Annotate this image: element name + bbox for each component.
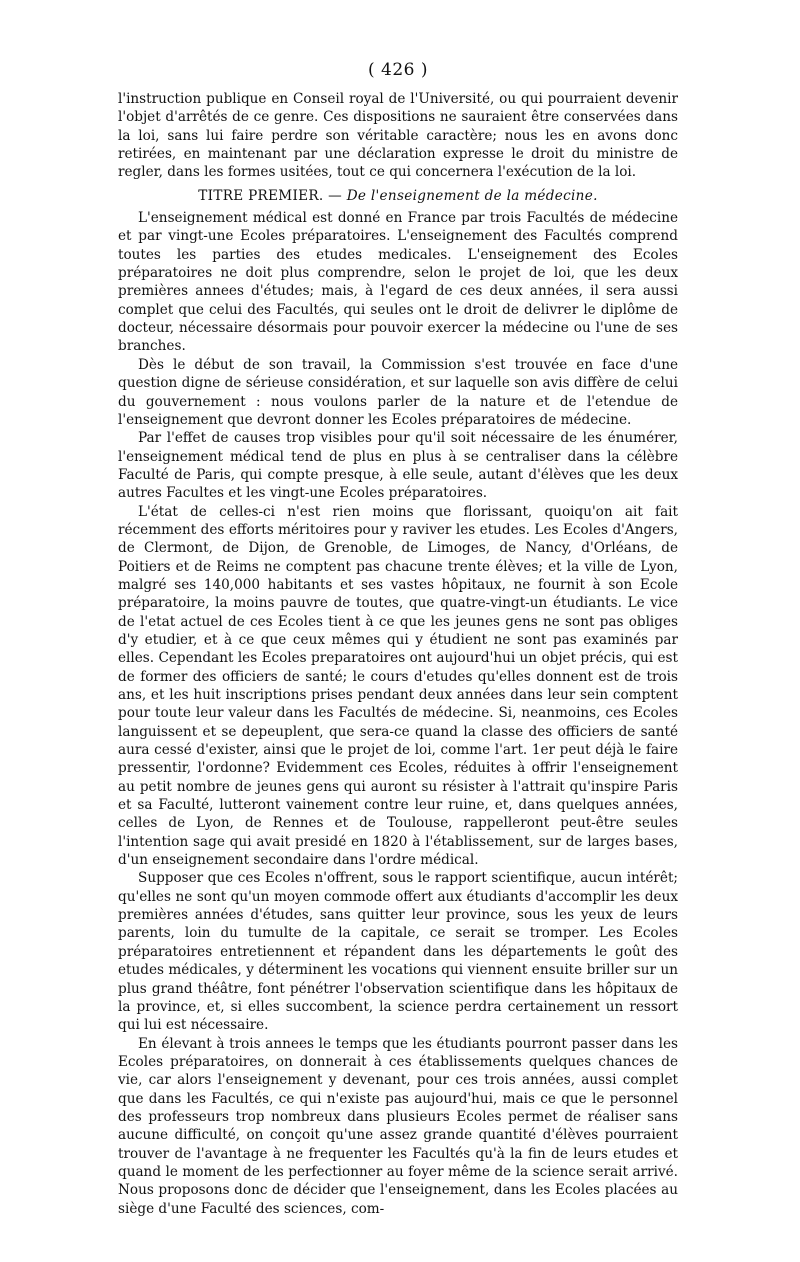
section-title [118, 187, 678, 205]
section-heading: De l'enseignement de la médecine. [346, 187, 598, 204]
body-paragraph-1: L'enseignement médical est donné en France par trois Facultés de médecine et par vingt-une Ecoles préparatoires. L'enseignement des Facultés comprend toutes les parties des etudes medicales. L'enseignement des Ecoles préparatoires ne doit plus comprendre, selon le projet de loi, que les deux premières annees d'études; mais, à l'egard de ces deux années, il sera aussi complet que celui des Facultés, qui seules ont le droit de delivrer le diplôme de docteur, nécessaire désormais pour pouvoir exercer la médecine ou l'une de ses branches. [118, 210, 678, 355]
page-number: ( 426 ) [367, 60, 429, 80]
body-paragraph-5: Supposer que ces Ecoles n'offrent, sous le rapport scientifique, aucun intérêt; qu'elles ne sont qu'un moyen commode offert aux étudiants d'accomplir les deux premières années d'études, sans quitter leur province, sous les yeux de leurs parents, loin du tumulte de la capitale, ce serait se tromper. Les Ecoles préparatoires entretiennent et répandent dans les départements le goût des etudes médicales, y déterminent les vocations qui viennent ensuite briller sur un plus grand théâtre, font pénétrer l'observation scientifique dans les hôpitaux de la province, et, si elles succombent, la science perdra certainement un ressort qui lui est nécessaire. [118, 870, 678, 1034]
body-paragraph-4: L'état de celles-ci n'est rien moins que florissant, quoiqu'on ait fait récemment des efforts méritoires pour y raviver les etudes. Les Ecoles d'Angers, de Clermont, de Dijon, de Grenoble, de Limoges, de Nancy, d'Orléans, de Poitiers et de Reims ne comptent pas chacune trente élèves; et la ville de Lyon, malgré ses 140,000 habitants et ses vastes hôpitaux, ne fournit à son Ecole préparatoire, la moins pauvre de toutes, que quatre-vingt-un étudiants. Le vice de l'etat actuel de ces Ecoles tient à ce que les jeunes gens ne sont pas obliges d'y etudier, et à ce que ceux mêmes qui y étudient ne sont pas examinés par elles. Cependant les Ecoles preparatoires ont aujourd'hui un objet précis, qui est de former des officiers de santé; le cours d'etudes qu'elles donnent est de trois ans, et les huit inscriptions prises pendant deux années dans leur sein comptent pour toute leur valeur dans les Facultés de médecine. Si, neanmoins, ces Ecoles languissent et se depeuplent, que sera-ce quand la classe des officiers de santé aura cessé d'exister, ainsi que le projet de loi, comme l'art. 1er peut déjà le faire pressentir, l'ordonne? Evidemment ces Ecoles, réduites à offrir l'enseignement au petit nombre de jeunes gens qui auront su résister à l'attrait qu'inspire Paris et sa Faculté, lutteront vainement contre leur ruine, et, dans quelques années, celles de Lyon, de Rennes et de Toulouse, rappelleront peut-être seules l'intention sage qui avait presidé en 1820 à l'établissement, sur de larges bases, d'un enseignement secondaire dans l'ordre médical. [118, 503, 678, 869]
body-paragraph-6: En élevant à trois annees le temps que les étudiants pourront passer dans les Ecoles préparatoires, on donnerait à ces établissements quelques chances de vie, car alors l'enseignement y devenant, pour ces trois années, aussi complet que dans les Facultés, ce qui n'existe pas aujourd'hui, mais ce que le personnel des professeurs trop nombreux dans plusieurs Ecoles permet de réaliser sans aucune difficulté, on conçoit qu'une assez grande quantité d'élèves pourraient trouver de l'avantage à ne frequenter les Facultés qu'à la fin de leurs etudes et quand le moment de les perfectionner au foyer même de la science serait arrivé. Nous proposons donc de décider que l'enseignement, dans les Ecoles placées au siège d'une Faculté des sciences, com- [118, 1035, 678, 1217]
intro-paragraph: l'instruction publique en Conseil royal de l'Université, ou qui pourraient devenir l'objet d'arrêtés de ce genre. Ces dispositions ne sauraient être conservées dans la loi, sans lui faire perdre son véritable caractère; nous les en avons donc retirées, en maintenant par une déclaration expresse le droit du ministre de regler, dans les formes usitées, tout ce qui concernera l'exécution de la loi. [118, 91, 678, 181]
body-paragraph-2: Dès le début de son travail, la Commission s'est trouvée en face d'une question digne de sérieuse considération, et sur laquelle son avis diffère de celui du gouvernement : nous voulons parler de la nature et de l'etendue de l'enseignement que devront donner les Ecoles préparatoires de médecine. [118, 356, 678, 428]
body-paragraph-3: Par l'effet de causes trop visibles pour qu'il soit nécessaire de les énumérer, l'enseignement médical tend de plus en plus à se centraliser dans la célèbre Faculté de Paris, qui compte presque, à elle seule, autant d'élèves que les deux autres Facultes et les vingt-une Ecoles préparatoires. [118, 430, 678, 502]
section-label: TITRE PREMIER. — [198, 187, 343, 204]
document-page [118, 58, 678, 1218]
